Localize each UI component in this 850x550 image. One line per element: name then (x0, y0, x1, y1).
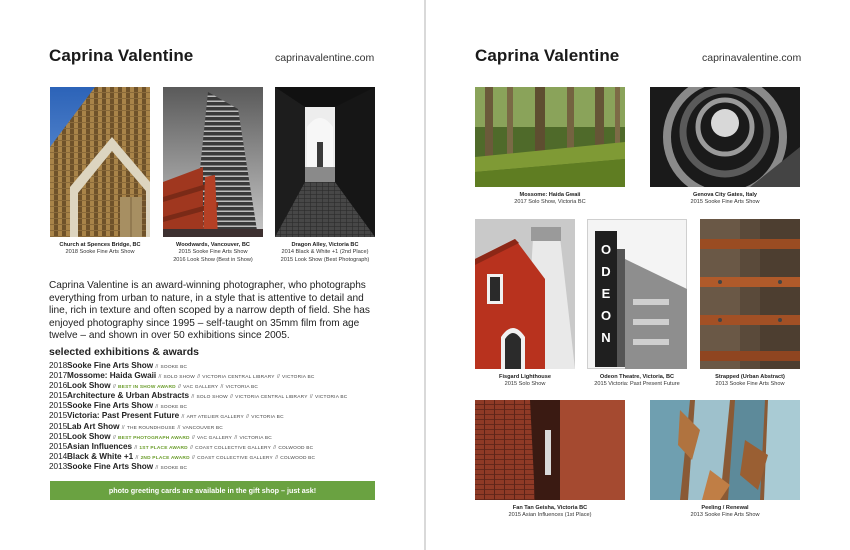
caption-title: Fan Tan Geisha, Victoria BC (512, 505, 588, 511)
exhibition-venue: VAC GALLERY (183, 385, 219, 391)
left-page (0, 0, 424, 550)
exhibition-year: 2016 (49, 381, 68, 391)
photo-fan-tan-geisha (475, 400, 625, 500)
separator: // (112, 434, 116, 441)
exhibition-year: 2015 (49, 391, 68, 401)
caption-woodwards (148, 242, 278, 264)
exhibition-year: 2015 (49, 411, 68, 421)
photo-fisgard-lighthouse (475, 219, 575, 369)
exhibition-award: BEST IN SHOW AWARD (118, 385, 176, 391)
photo-mossome-haida-gwaii (475, 87, 625, 187)
artist-website: caprinavalentine.com (275, 52, 375, 64)
exhibition-venue: VICTORIA CENTRAL LIBRARY (202, 375, 275, 381)
exhibition-row (49, 391, 389, 401)
exhibition-venue: VICTORIA BC (282, 375, 315, 381)
exhibition-year: 2015 (49, 401, 68, 411)
caption-fisgard (460, 374, 590, 389)
separator: // (273, 444, 277, 451)
separator: // (234, 434, 238, 441)
caption-title: Strapped (Urban Abstract) (715, 374, 785, 380)
separator: // (275, 454, 278, 461)
caption-title: Odeon Theatre, Victoria, BC (599, 374, 675, 380)
separator: // (230, 394, 233, 401)
exhibition-venue: SOLO SHOW (163, 375, 195, 381)
exhibition-venue: THE ROUNDHOUSE (126, 425, 176, 431)
exhibition-row (49, 361, 389, 371)
exhibition-name: Sooke Fine Arts Show (67, 361, 154, 370)
exhibition-year: 2018 (49, 361, 68, 370)
caption-title: Fisgard Lighthouse (499, 374, 551, 380)
separator: // (190, 444, 193, 451)
photo-odeon-theatre (587, 219, 687, 369)
separator: // (309, 394, 313, 401)
odeon-sign-word: ODEON (600, 242, 612, 345)
separator: // (177, 424, 181, 431)
caption-peeling (635, 505, 815, 520)
separator: // (112, 384, 116, 391)
exhibition-venue: SOOKE BC (160, 365, 188, 370)
caption-line: 2016 Look Show (Best in Show) (173, 256, 253, 263)
exhibition-name: Lab Art Show (67, 421, 120, 431)
separator: // (246, 414, 249, 421)
artist-bio: Caprina Valentine is an award-winning photographer, who photographs everything from urban to nature, in a style that is attentive to detail and line, rich in texture and often scoped by a narrow depth of field. She has enjoyed photography since 1995 – self-taught on 35mm film from age twelve – and shown in over 50 exhibitions since 2005. (49, 280, 370, 342)
photo-church-spences-bridge (50, 87, 150, 237)
separator: // (155, 464, 159, 471)
caption-title: Woodwards, Vancouver, BC (176, 242, 250, 248)
caption-line: 2013 Sooke Fine Arts Show (715, 381, 785, 388)
separator: // (191, 394, 195, 401)
odeon-sign-letters (595, 239, 617, 349)
photo-dragon-alley (275, 87, 375, 237)
right-page (426, 0, 850, 550)
caption-title: Mossome: Haida Gwaii (519, 192, 581, 198)
caption-line: 2015 Solo Show (504, 381, 546, 388)
exhibition-row (49, 462, 389, 472)
exhibition-row (49, 422, 389, 432)
exhibition-name: Look Show (67, 381, 111, 391)
exhibition-venue: COLWOOD BC (278, 445, 314, 451)
caption-line: 2015 Asian Influences (1st Place) (508, 512, 592, 519)
exhibition-venue: COLWOOD BC (280, 455, 316, 461)
separator: // (276, 374, 280, 381)
separator: // (192, 454, 195, 461)
separator: // (158, 374, 162, 381)
separator: // (191, 434, 195, 441)
exhibition-name: Sooke Fine Arts Show (67, 401, 154, 411)
exhibition-venue: SOOKE BC (160, 465, 188, 471)
separator: // (121, 424, 125, 431)
separator: // (220, 384, 224, 391)
photo-woodwards (163, 87, 263, 237)
separator: // (155, 404, 159, 411)
exhibition-venue: COAST COLLECTIVE GALLERY (197, 455, 273, 461)
caption-fan-tan (460, 505, 640, 520)
exhibition-year: 2014 (49, 451, 68, 461)
exhibition-year: 2017 (49, 371, 68, 381)
artist-name: Caprina Valentine (475, 46, 620, 65)
exhibition-award: BEST PHOTOGRAPH AWARD (118, 435, 190, 441)
exhibition-row (49, 381, 389, 391)
exhibition-name: Mossome: Haida Gwaii (67, 371, 157, 381)
caption-church (40, 242, 160, 257)
caption-strapped (685, 374, 815, 389)
photo-genova-city-gates (650, 87, 800, 187)
caption-mossome (460, 192, 640, 207)
caption-genova (635, 192, 815, 207)
exhibition-year: 2015 (49, 431, 68, 441)
exhibition-row (49, 452, 389, 462)
exhibition-year: 2013 (49, 461, 68, 471)
caption-line: 2018 Sooke Fine Arts Show (65, 249, 135, 256)
caption-line: 2015 Victoria: Past Present Future (594, 381, 680, 388)
exhibition-row (49, 401, 389, 411)
exhibition-year: 2015 (49, 421, 68, 431)
caption-title: Church at Spences Bridge, BC (59, 242, 141, 248)
exhibition-name: Sooke Fine Arts Show (67, 461, 154, 471)
exhibition-row (49, 442, 389, 452)
exhibition-venue: VANCOUVER BC (182, 425, 223, 431)
exhibition-name: Architecture & Urban Abstracts (67, 391, 190, 401)
exhibition-name: Victoria: Past Present Future (67, 411, 180, 421)
exhibition-name: Look Show (67, 431, 111, 441)
exhibition-row (49, 371, 389, 381)
exhibition-name: Asian Influences (67, 441, 133, 451)
separator: // (181, 414, 185, 421)
exhibition-venue: VICTORIA BC (314, 395, 348, 401)
caption-line: 2017 Solo Show, Victoria BC (514, 199, 586, 206)
caption-line: 2013 Sooke Fine Arts Show (690, 512, 760, 519)
caption-line: 2015 Look Show (Best Photograph) (280, 256, 370, 263)
exhibitions-list (49, 361, 389, 472)
exhibition-venue: VICTORIA BC (251, 415, 284, 421)
artist-website: caprinavalentine.com (702, 52, 802, 64)
separator: // (135, 454, 139, 461)
caption-line: 2015 Sooke Fine Arts Show (690, 199, 760, 206)
photo-strapped-urban-abstract (700, 219, 800, 369)
separator: // (134, 444, 138, 451)
caption-title: Genova City Gates, Italy (692, 192, 758, 198)
caption-odeon (572, 374, 702, 389)
photo-peeling-renewal (650, 400, 800, 500)
caption-line: 2014 Black & White +1 (2nd Place) (281, 249, 369, 256)
exhibition-venue: VICTORIA CENTRAL LIBRARY (235, 395, 308, 401)
caption-dragon-alley (260, 242, 390, 264)
caption-title: Peeling / Renewal (701, 505, 749, 511)
exhibition-venue: SOLO SHOW (196, 395, 228, 401)
greeting-cards-banner: photo greeting cards are available in the gift shop – just ask! (50, 481, 375, 500)
exhibition-year: 2015 (49, 441, 68, 451)
caption-line: 2015 Sooke Fine Arts Show (178, 249, 248, 256)
exhibition-name: Black & White +1 (67, 451, 134, 461)
exhibition-row (49, 432, 389, 442)
caption-title: Dragon Alley, Victoria BC (291, 242, 359, 248)
artist-name: Caprina Valentine (49, 46, 194, 65)
exhibition-row (49, 411, 389, 421)
exhibition-venue: VAC GALLERY (197, 435, 233, 441)
exhibition-venue: VICTORIA BC (225, 385, 259, 391)
separator: // (155, 364, 159, 370)
exhibition-award: 1ST PLACE AWARD (139, 445, 188, 451)
exhibition-award: 2ND PLACE AWARD (140, 455, 190, 461)
separator: // (197, 374, 200, 381)
exhibition-venue: VICTORIA BC (239, 435, 272, 441)
exhibitions-heading: selected exhibitions & awards (49, 346, 199, 358)
exhibition-venue: ART ATELIER GALLERY (186, 415, 244, 421)
exhibition-venue: COAST COLLECTIVE GALLERY (195, 445, 271, 451)
exhibition-venue: SOOKE BC (160, 405, 188, 411)
separator: // (178, 384, 181, 391)
